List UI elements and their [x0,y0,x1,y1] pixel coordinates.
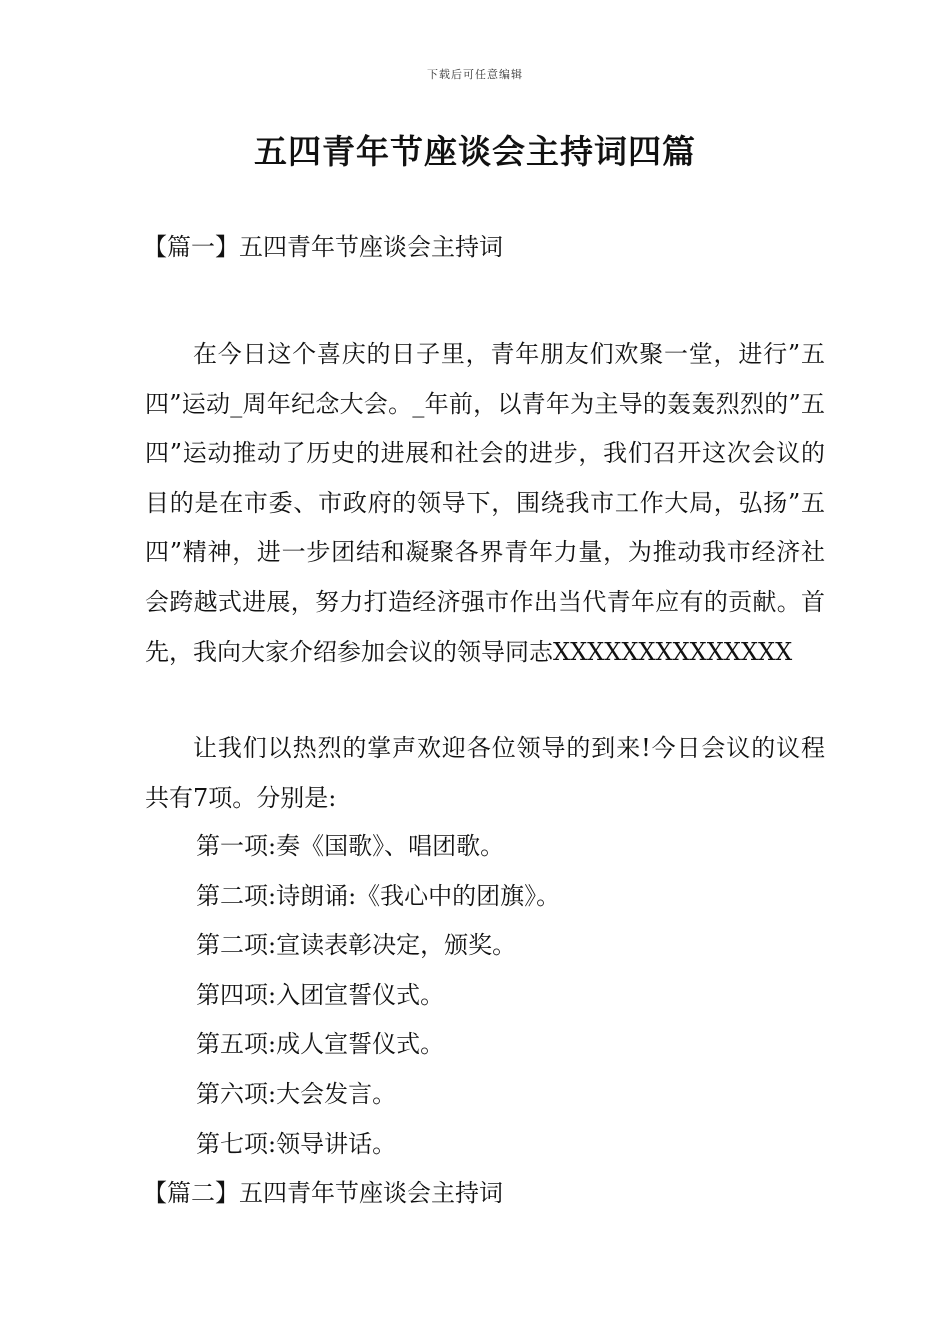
agenda-item: 第二项:宣读表彰决定，颁奖。 [196,931,517,960]
agenda-item: 第四项:入团宣誓仪式。 [196,980,445,1009]
section-heading-1: 【篇一】五四青年节座谈会主持词 [143,233,503,261]
agenda-item: 第二项:诗朗诵:《我心中的团旗》。 [196,881,561,910]
document-title: 五四青年节座谈会主持词四篇 [254,132,696,171]
paragraph-opening: 在今日这个喜庆的日子里，青年朋友们欢聚一堂，进行”五四”运动_周年纪念大会。_年前，以青年为主导的轰轰烈烈的”五四”运动推动了历史的进展和社会的进步，我们召开这次会议的目的是在市委、市政府的领导下，围绕我市工作大局，弘扬”五四”精神，进一步团结和凝聚各界青年力量，为推动我市经济社会跨越式进展，努力打造经济强市作出当代青年应有的贡献。首先，我向大家介绍参加会议的领导同志XXXXXXXXXXXXXX [145,340,825,666]
agenda-item: 第一项:奏《国歌》、唱团歌。 [196,832,505,860]
page-header-note: 下载后可任意编辑 [427,68,523,81]
agenda-item: 第五项:成人宣誓仪式。 [196,1030,445,1059]
agenda-item: 第六项:大会发言。 [196,1079,397,1108]
paragraph-agenda-intro: 让我们以热烈的掌声欢迎各位领导的到来!今日会议的议程共有7项。分别是: [145,734,825,812]
agenda-list [196,822,560,1169]
agenda-item: 第七项:领导讲话。 [196,1129,397,1158]
section-heading-2: 【篇二】五四青年节座谈会主持词 [143,1179,503,1207]
